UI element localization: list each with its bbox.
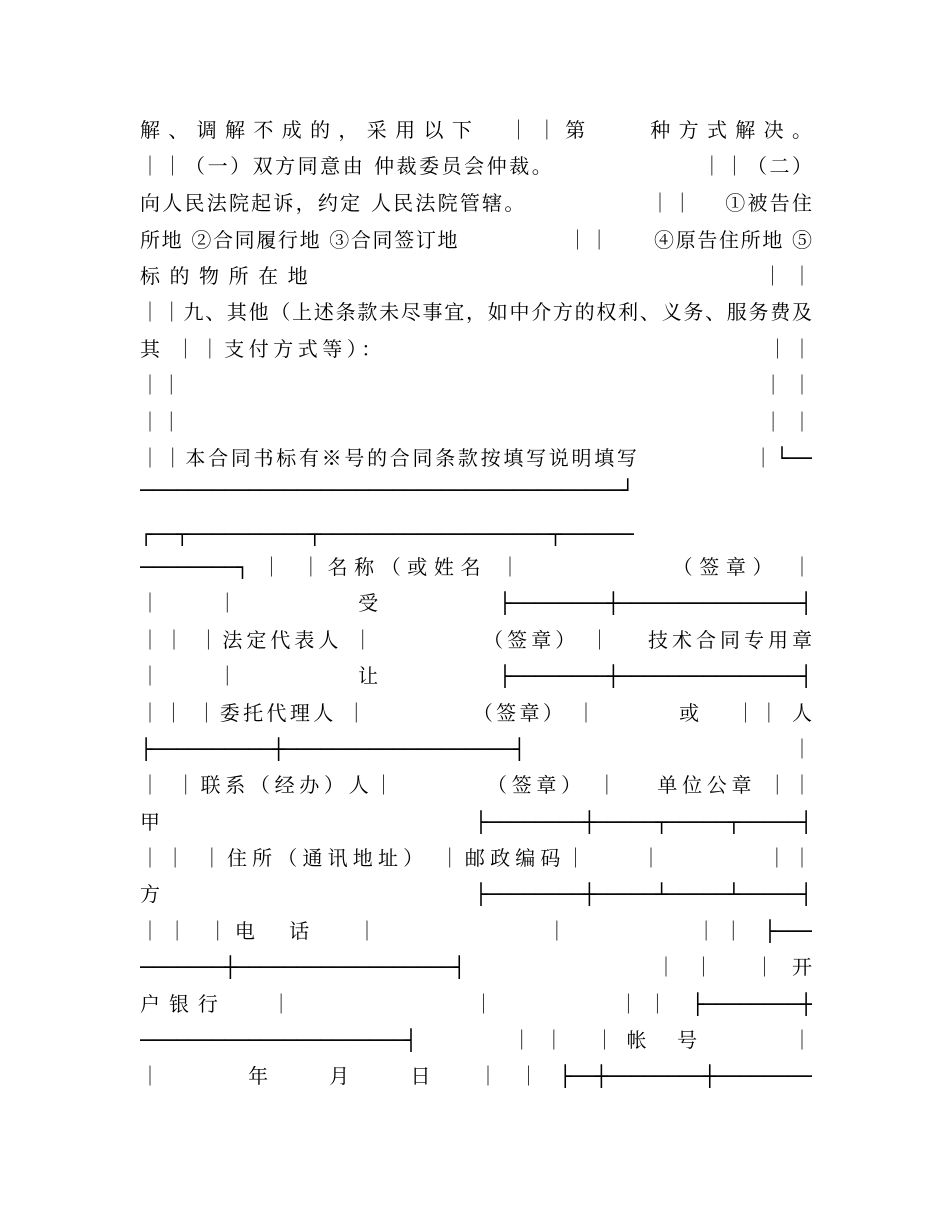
table-row: ──────────────────────┤ ｜｜ ｜帐 号 ｜ [140, 1028, 812, 1052]
table-row: 甲 ├────────┼─────┬─────┬─────┤ [140, 810, 812, 834]
text-line: 向人民法院起诉，约定 人民法院管辖。 ｜｜ ①被告住 [140, 191, 812, 215]
table-row: ｜ 年 月 日 ｜｜├──┼────────┼──────── [140, 1064, 812, 1088]
table-row: ｜｜ ｜住所（通讯地址） ｜邮政编码｜ ｜ ｜｜ [140, 846, 812, 870]
table-row: ｜｜ 让 ├────────┼───────────────┤ [140, 664, 812, 688]
table-border-line: ┌──┬──────────┬───────────────────┬────── [140, 522, 634, 546]
text-line: 所地 ②合同履行地 ③合同签订地 ｜｜ ④原告住所地 ⑤ [140, 228, 812, 252]
table-row: ｜｜ 受 ├────────┼───────────────┤ [140, 591, 812, 615]
text-line: ｜｜本合同书标有※号的合同条款按填写说明填写 ｜└── [140, 446, 812, 470]
table-row: ｜ ｜联系（经办）人｜ （签章） ｜ 单位公章 ｜｜ [140, 773, 812, 797]
table-row: ├──────────┼───────────────────┤ ｜ [140, 737, 812, 761]
text-line: 其 ｜｜支付方式等）： ｜｜ [140, 337, 812, 361]
table-row: ｜｜ ｜法定代表人 ｜ （签章） ｜ 技术合同专用章 [140, 628, 812, 652]
table-row: ────────┐ ｜ ｜名称（或姓名 ｜ （签章） ｜ [140, 555, 812, 579]
text-line: ｜｜九、其他（上述条款未尽事宜，如中介方的权利、义务、服务费及 [140, 300, 812, 324]
table-row: 户银行 ｜ ｜ ｜｜ ├────────┼ [140, 992, 812, 1016]
text-line: ｜｜ ｜ ｜ [140, 373, 812, 397]
text-line: 标 的 物 所 在 地 ｜ ｜ [140, 264, 812, 288]
text-line: ｜｜（一）双方同意由 仲裁委员会仲裁。 ｜｜（二） [140, 154, 812, 178]
text-line: ｜｜ ｜ ｜ [140, 410, 812, 434]
table-row: ｜｜ ｜电 话 ｜ ｜ ｜｜ ├─── [140, 919, 812, 943]
table-row: ───────┼──────────────────┤ ｜｜ ｜开 [140, 955, 812, 979]
table-row: 方 ├────────┼─────┴─────┴─────┤ [140, 882, 812, 906]
table-row: ｜｜ ｜委托代理人 ｜ （签章） ｜ 或 ｜｜ 人 [140, 701, 812, 725]
table-border-line: ────────────────────────────────────────┘ [140, 478, 634, 502]
text-line: 解、调解不成的，采用以下 ｜｜第 种方式解决。 [140, 118, 812, 142]
